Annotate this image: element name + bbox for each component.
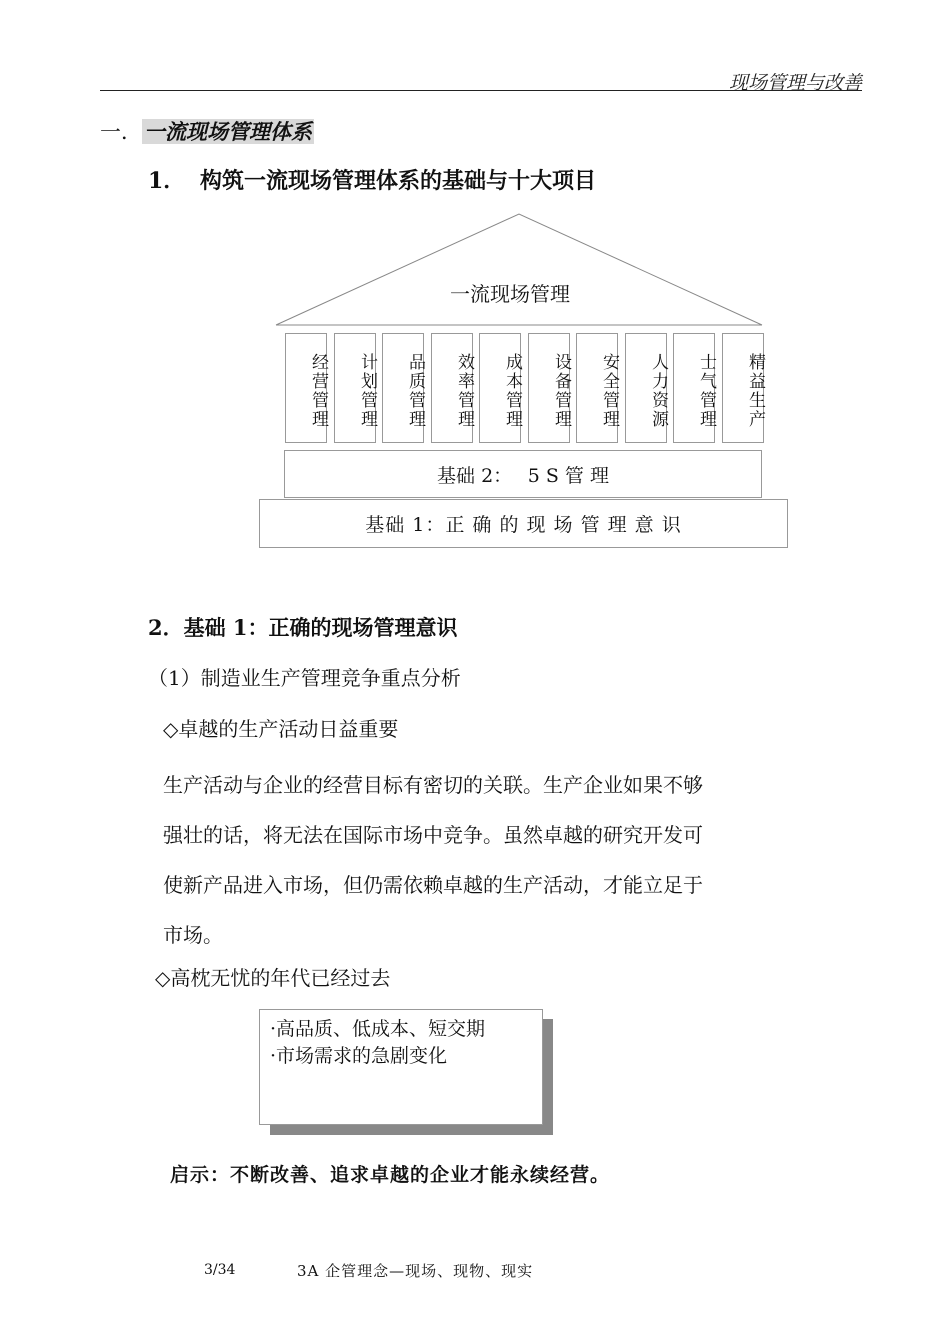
subsection-2-heading: 2．基础 1：正确的现场管理意识 bbox=[148, 615, 458, 640]
pillar-item: 成本管理 bbox=[479, 333, 521, 443]
pillar-item: 安全管理 bbox=[576, 333, 618, 443]
pillar-item: 士气管理 bbox=[673, 333, 715, 443]
paragraph-line: 市场。 bbox=[163, 923, 223, 947]
pillar-item: 经营管理 bbox=[285, 333, 327, 443]
foundation-1: 基础 1：正 确 的 现 场 管 理 意 识 bbox=[259, 499, 788, 548]
paragraph-line: 生产活动与企业的经营目标有密切的关联。生产企业如果不够 bbox=[163, 773, 703, 797]
pillar-item: 精益生产 bbox=[722, 333, 764, 443]
section-title: 一流现场管理体系 bbox=[144, 119, 312, 144]
pillar-item: 效率管理 bbox=[431, 333, 473, 443]
header-title: 现场管理与改善 bbox=[728, 72, 862, 94]
paragraph-line: 强壮的话，将无法在国际市场中竞争。虽然卓越的研究开发可 bbox=[163, 823, 703, 847]
footer-text: 3A 企管理念—现场、现物、现实 bbox=[297, 1262, 534, 1280]
foundation-2: 基础 2： 5 S 管 理 bbox=[284, 450, 762, 498]
callout-box bbox=[259, 1009, 543, 1125]
inspiration-text: 启示：不断改善、追求卓越的企业才能永续经营。 bbox=[170, 1164, 611, 1186]
pillar-item: 品质管理 bbox=[382, 333, 424, 443]
item-heading: （1）制造业生产管理竞争重点分析 bbox=[148, 666, 461, 690]
roof-title: 一流现场管理 bbox=[450, 282, 570, 306]
subsection-title: 构筑一流现场管理体系的基础与十大项目 bbox=[200, 168, 597, 194]
point-heading-2: ◇高枕无忧的年代已经过去 bbox=[155, 966, 391, 990]
section-number: 一． bbox=[100, 120, 142, 144]
body-paragraph bbox=[163, 760, 783, 960]
pillar-item: 计划管理 bbox=[334, 333, 376, 443]
subsection-number: 1． bbox=[148, 168, 186, 194]
paragraph-line: 使新产品进入市场，但仍需依赖卓越的生产活动，才能立足于 bbox=[163, 873, 703, 897]
page-number: 3/34 bbox=[204, 1262, 236, 1278]
pillar-item: 设备管理 bbox=[528, 333, 570, 443]
callout-line: ·市场需求的急剧变化 bbox=[270, 1045, 448, 1067]
point-heading-1: ◇卓越的生产活动日益重要 bbox=[163, 717, 399, 741]
pillar-item: 人力资源 bbox=[625, 333, 667, 443]
callout-line: ·高品质、低成本、短交期 bbox=[270, 1018, 486, 1040]
